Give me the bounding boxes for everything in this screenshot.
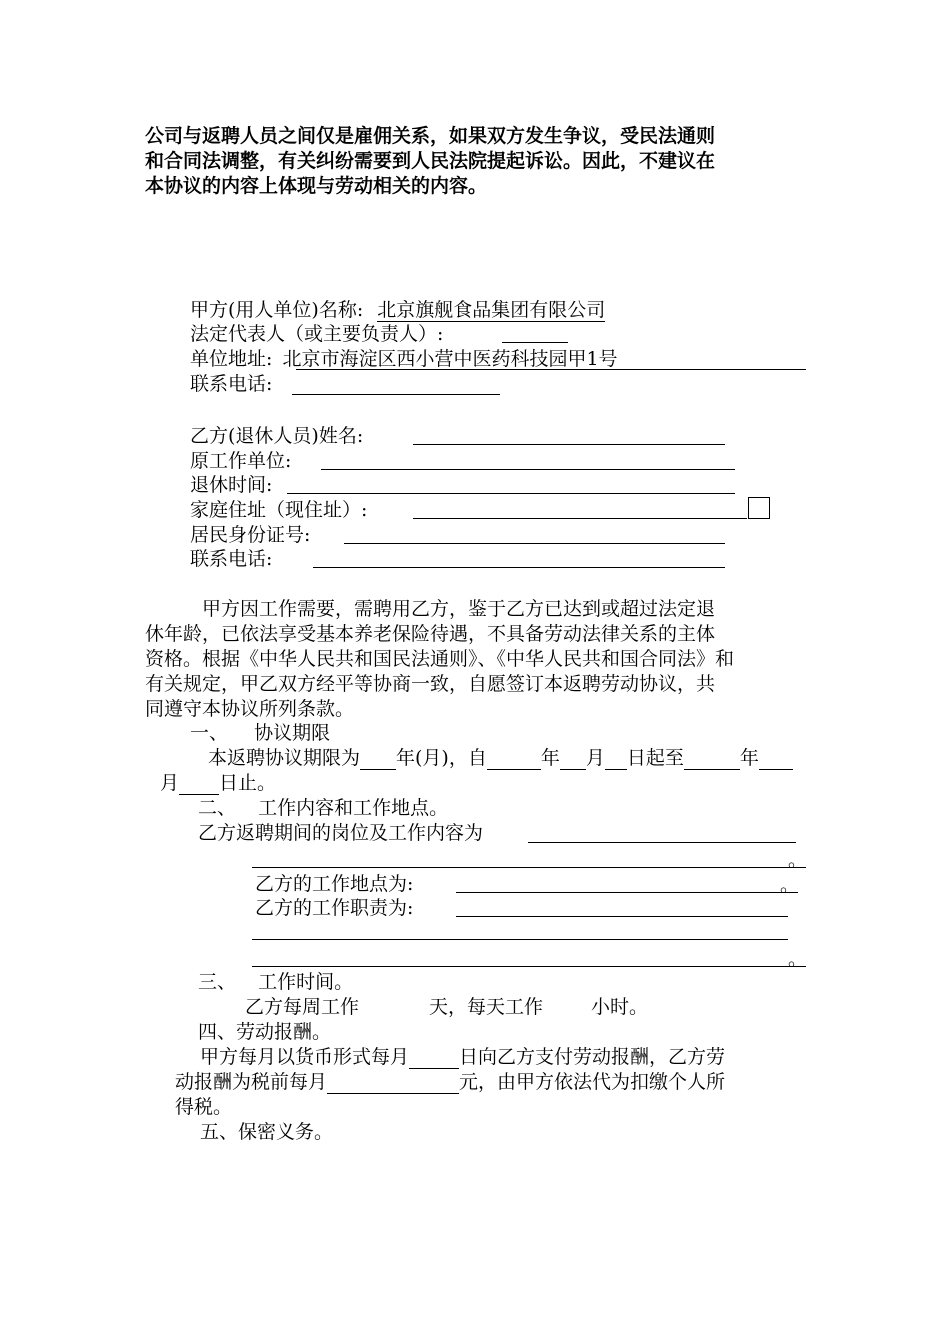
section1-text-end: 日止。 (219, 772, 277, 794)
start-year-blank[interactable] (487, 749, 541, 770)
section2-duty-blank-3[interactable] (252, 966, 806, 967)
party-b-id-blank[interactable] (344, 543, 725, 544)
section1-line-2 (160, 771, 276, 795)
end-year-blank[interactable] (684, 749, 740, 770)
section2-place-blank[interactable] (456, 892, 798, 893)
preamble-line-3: 资格。根据《中华人民共和国民法通则》、《中华人民共和国合同法》和 (145, 648, 735, 670)
section2-heading (198, 796, 448, 820)
section1-heading (190, 721, 330, 745)
end-day-blank[interactable] (179, 774, 219, 795)
section4-text-pretax: 动报酬为税前每月 (175, 1071, 328, 1093)
party-a-rep-label: 法定代表人（或主要负责人）: (190, 323, 444, 345)
section4-line-3: 得税。 (175, 1096, 233, 1118)
section1-text-end-year: 年 (739, 747, 759, 769)
party-a-rep-row (190, 322, 443, 346)
section2-duty-label: 乙方的工作职责为: (255, 897, 414, 919)
pay-day-blank[interactable] (409, 1048, 459, 1069)
section1-text-month: 月 (585, 747, 605, 769)
section1-text-to: 日起至 (626, 747, 684, 769)
party-a-phone-row (190, 372, 272, 396)
party-a-rep-blank[interactable] (502, 342, 568, 343)
notice-line-3: 本协议的内容上体现与劳动相关的内容。 (145, 175, 488, 197)
party-b-name-label: 乙方(退休人员)姓名: (190, 425, 364, 447)
preamble-line-2: 休年龄，已依法享受基本养老保险待遇，不具备劳动法律关系的主体 (145, 623, 716, 645)
section2-duty-blank-2[interactable] (252, 939, 788, 940)
party-b-name-blank[interactable] (413, 444, 725, 445)
section2-content-blank-1[interactable] (528, 842, 796, 843)
party-b-home-addr-label: 家庭住址（现住址）: (190, 499, 368, 521)
party-b-phone-blank[interactable] (313, 567, 725, 568)
checkbox[interactable] (748, 497, 770, 519)
section2-content-label: 乙方返聘期间的岗位及工作内容为 (198, 822, 484, 844)
section3-heading-text: 工作时间。 (258, 971, 354, 993)
section3-heading (198, 970, 353, 994)
section3-heading-num: 三、 (198, 971, 237, 993)
section4-text-yuan: 元，由甲方依法代为扣缴个人所 (459, 1071, 726, 1093)
section3-line (245, 995, 648, 1019)
party-a-addr-label: 单位地址: (190, 348, 273, 370)
section1-line-1 (208, 746, 793, 770)
end-month-blank-a[interactable] (759, 749, 793, 770)
section3-text-daily: 天，每天工作 (429, 996, 544, 1018)
section1-heading-text: 协议期限 (254, 722, 331, 744)
section4-heading: 四、劳动报酬。 (198, 1021, 332, 1043)
party-b-retire-time-label: 退休时间: (190, 474, 273, 496)
section2-period-1: 。 (788, 849, 808, 871)
section1-heading-num: 一、 (190, 722, 229, 744)
section1-text-from: 年(月)，自 (396, 747, 487, 769)
party-a-addr-value: 北京市海淀区西小营中医药科技园甲1号 (282, 348, 618, 370)
section2-place-label: 乙方的工作地点为: (255, 873, 414, 895)
salary-blank[interactable] (327, 1073, 459, 1094)
party-a-phone-label: 联系电话: (190, 373, 273, 395)
preamble-line-1: 甲方因工作需要，需聘用乙方，鉴于乙方已达到或超过法定退 (202, 598, 716, 620)
section2-heading-text: 工作内容和工作地点。 (258, 797, 449, 819)
party-a-name-label: 甲方(用人单位)名称: (190, 299, 364, 321)
notice-line-2: 和合同法调整，有关纠纷需要到人民法院提起诉讼。因此，不建议在 (145, 150, 716, 172)
start-month-blank[interactable] (560, 749, 586, 770)
section3-text-hours: 小时。 (591, 996, 649, 1018)
section4-text-monthly: 甲方每月以货币形式每月 (200, 1046, 410, 1068)
preamble-line-4: 有关规定，甲乙双方经平等协商一致，自愿签订本返聘劳动协议，共 (145, 673, 716, 695)
section4-text-pay: 日向乙方支付劳动报酬，乙方劳 (459, 1046, 726, 1068)
party-b-orig-unit-label: 原工作单位: (190, 450, 292, 472)
party-b-retire-time-blank[interactable] (287, 493, 735, 494)
section3-text-weekly: 乙方每周工作 (245, 996, 360, 1018)
preamble-line-5: 同遵守本协议所列条款。 (145, 698, 355, 720)
party-a-phone-blank[interactable] (292, 394, 500, 395)
party-a-addr-row (190, 347, 618, 371)
section2-heading-num: 二、 (198, 797, 237, 819)
term-length-blank[interactable] (360, 749, 396, 770)
party-a-name-value: 北京旗舰食品集团有限公司 (377, 299, 606, 321)
section1-text-term: 本返聘协议期限为 (208, 747, 361, 769)
party-a-name-row (190, 298, 605, 322)
party-b-phone-label: 联系电话: (190, 548, 273, 570)
start-day-blank[interactable] (605, 749, 627, 770)
section4-line-1 (200, 1045, 725, 1069)
party-a-addr-underline (296, 369, 806, 370)
notice-line-1: 公司与返聘人员之间仅是雇佣关系，如果双方发生争议，受民法通则 (145, 125, 716, 147)
section2-period-2: 。 (780, 874, 800, 896)
section2-content-blank-2[interactable] (252, 867, 806, 868)
section1-text-end-month: 月 (160, 772, 180, 794)
section2-period-3: 。 (788, 948, 808, 970)
section2-duty-blank-1[interactable] (456, 916, 788, 917)
party-b-orig-unit-blank[interactable] (321, 469, 735, 470)
section5-heading: 五、保密义务。 (200, 1121, 334, 1143)
section4-line-2 (175, 1070, 725, 1094)
party-b-home-addr-blank[interactable] (413, 518, 747, 519)
section1-text-year: 年 (540, 747, 560, 769)
party-b-id-label: 居民身份证号: (190, 524, 311, 546)
